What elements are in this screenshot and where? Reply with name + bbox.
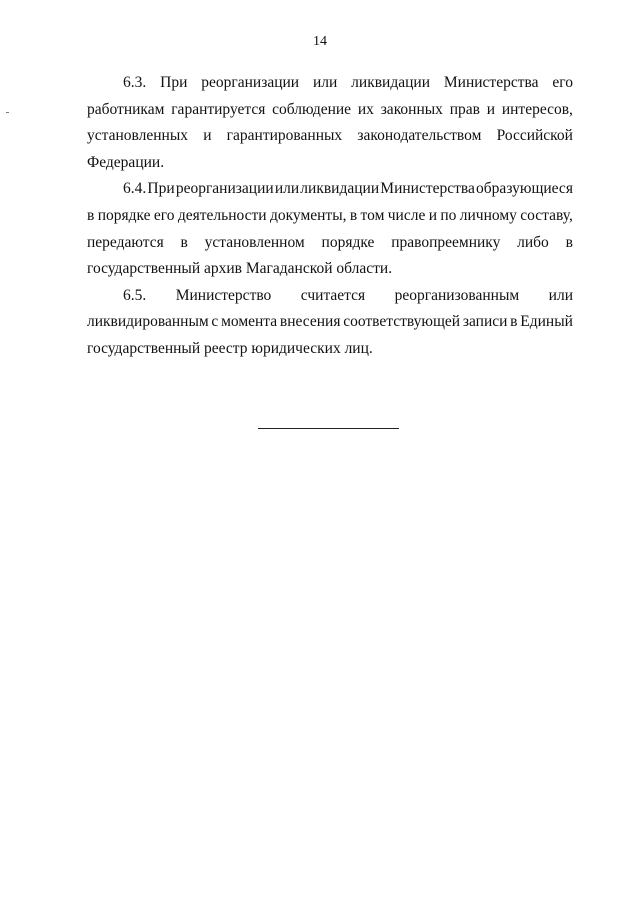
word: или — [548, 286, 573, 304]
word: реорганизованным — [394, 286, 520, 304]
word: Министерства — [443, 74, 539, 91]
word: ликвидации — [351, 74, 430, 91]
word: момента — [221, 313, 278, 331]
word: и — [428, 206, 437, 224]
word: ликвидированным — [87, 313, 209, 331]
word: прав — [449, 100, 480, 118]
word: передаются — [87, 233, 164, 251]
word: интересов, — [501, 100, 573, 118]
word: его — [153, 206, 175, 224]
word: с — [211, 313, 219, 331]
word: документы, — [269, 206, 347, 224]
word: При — [160, 74, 188, 91]
margin-mark — [6, 112, 9, 113]
word: 6.3. — [123, 74, 147, 91]
word: том — [360, 206, 385, 224]
word: и — [486, 100, 496, 118]
text-line-last: Федерации. — [87, 153, 165, 171]
text-line-last: государственный реестр юридических лиц. — [87, 339, 373, 357]
word: ликвидации — [300, 180, 380, 198]
text-line — [87, 176, 573, 203]
word: или — [312, 74, 338, 91]
word: законных — [380, 100, 443, 118]
word: личному — [459, 206, 517, 224]
text-line-last: государственный архив Магаданской области. — [87, 260, 393, 278]
paragraph-6-3 — [87, 70, 573, 176]
word: установленных — [87, 127, 188, 145]
word: в — [510, 313, 518, 331]
end-separator-line — [258, 428, 399, 429]
word: их — [357, 100, 374, 118]
word: числе — [387, 206, 426, 224]
word: или — [274, 180, 300, 198]
text-line — [87, 283, 573, 310]
text-line — [87, 230, 573, 257]
document-body — [87, 70, 573, 363]
text-line — [87, 70, 573, 97]
word: в — [87, 206, 95, 224]
word: правопреемнику — [391, 233, 501, 251]
word: При — [147, 180, 175, 198]
word: законодательством — [357, 127, 482, 145]
word: либо — [517, 233, 549, 251]
word: Единый — [520, 313, 573, 331]
word: Министерство — [175, 286, 272, 304]
word: его — [552, 74, 573, 91]
word: Министерства — [380, 180, 475, 198]
word: в — [349, 206, 358, 224]
word: составу, — [520, 206, 573, 224]
word: соблюдение — [272, 100, 352, 118]
text-line — [87, 97, 573, 124]
word: установленном — [204, 233, 305, 251]
word: 6.4. — [123, 180, 147, 198]
word: Российской — [496, 127, 573, 145]
word: деятельности — [177, 206, 267, 224]
paragraph-6-5 — [87, 283, 573, 363]
text-line — [87, 309, 573, 336]
text-line — [87, 123, 573, 150]
word: в — [565, 233, 573, 251]
page-number: 14 — [313, 34, 327, 49]
word: по — [440, 206, 457, 224]
paragraph-6-4 — [87, 176, 573, 282]
word: гарантируется — [171, 100, 266, 118]
word: соответствующей — [343, 313, 461, 331]
word: образующиеся — [476, 180, 573, 198]
word: порядке — [321, 233, 375, 251]
word: и — [203, 127, 212, 145]
word: в — [180, 233, 188, 251]
word: реорганизации — [201, 74, 300, 91]
word: внесения — [279, 313, 341, 331]
word: гарантированных — [226, 127, 343, 145]
word: 6.5. — [123, 286, 147, 304]
word: работникам — [87, 100, 165, 118]
text-line — [87, 203, 573, 230]
word: считается — [300, 286, 366, 304]
word: порядке — [97, 206, 151, 224]
word: реорганизации — [175, 180, 274, 198]
word: записи — [462, 313, 508, 331]
